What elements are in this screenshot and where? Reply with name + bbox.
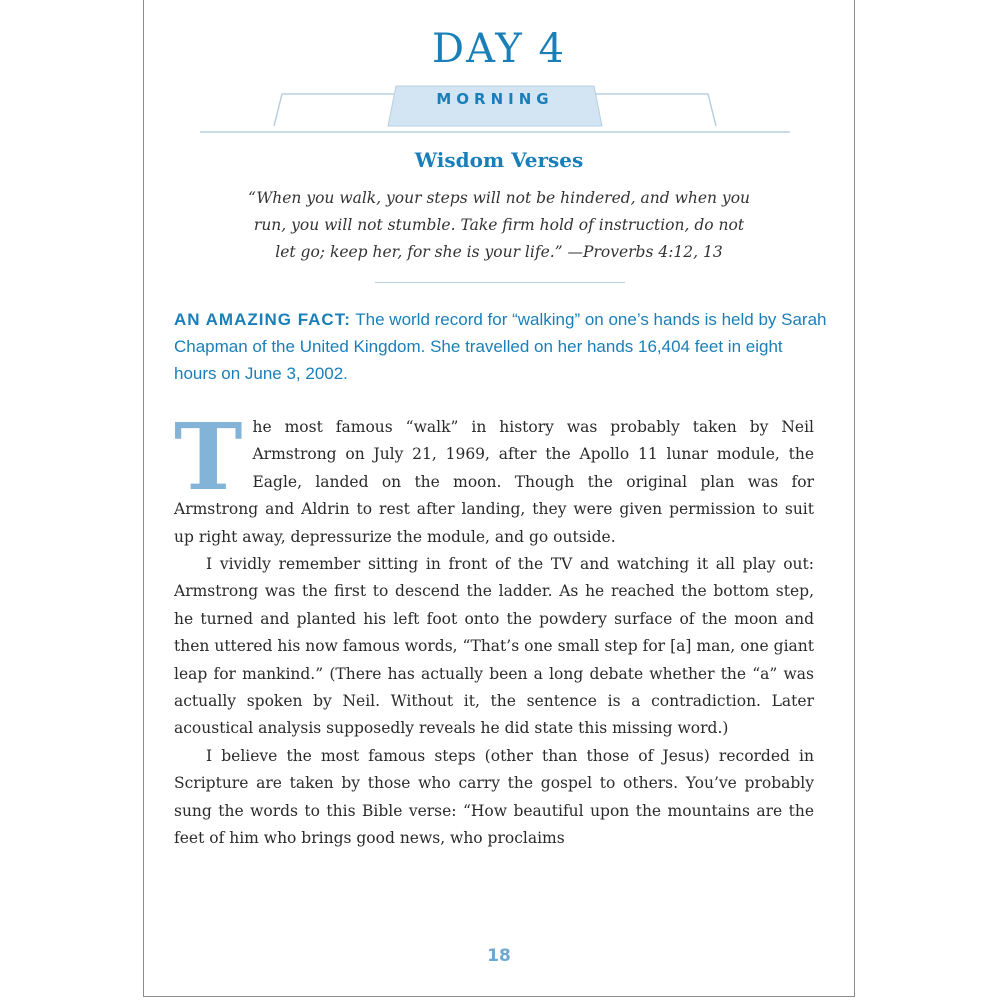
body-paragraph: I believe the most famous steps (other than those of Jesus) recorded in Scripture are taken by those who carry the gospel to others. You’ve probably sung the words to this Bible verse: “How beautiful upon the mountains are the feet of him who brings good news, who proclaims (174, 746, 814, 848)
book-page (143, 0, 855, 997)
verse-quote (234, 185, 764, 266)
amazing-fact (174, 306, 829, 387)
section-title: Wisdom Verses (414, 148, 584, 172)
body-paragraph (174, 403, 814, 551)
day-title: DAY 4 (432, 26, 566, 72)
drop-cap: T (174, 403, 243, 511)
morning-banner (200, 76, 790, 136)
paragraph-text: he most famous “walk” in history was probably taken by Neil Armstrong on July 21, 1969, after the Apollo 11 lunar module, the Eagle, landed on the moon. Though the original plan was for Armstrong and Aldrin to rest after landing, they were given permission to suit up right away, depressurize the module, and go outside. (174, 418, 814, 546)
fact-label: AN AMAZING FACT: (174, 310, 351, 329)
page-number: 18 (487, 946, 511, 966)
body-paragraph: I vividly remember sitting in front of the TV and watching it all play out: Armstrong was the first to descend the ladder. As he reached the bottom step, he turned and planted his left foot onto the powdery surface of the moon and then uttered his now famous words, “That’s one small step for [a] man, one giant leap for mankind.” (There has actually been a long debate whether the “a” was actually spoken by Neil. Without it, the sentence is a contradiction. Later acoustical analysis supposedly reveals he did state this missing word.) (174, 555, 814, 738)
banner-label: MORNING (436, 90, 554, 108)
verse-line: “When you walk, your steps will not be hindered, and when you (247, 189, 751, 207)
fact-text: The world record for “walking” on one’s hands is held by Sarah Chapman of the United Kingdom. She travelled on her hands 16,404 feet in eight hours on June 3, 2002. (174, 310, 827, 383)
verse-line: run, you will not stumble. Take firm hold of instruction, do not (253, 216, 745, 234)
verse-line: let go; keep her, for she is your life.” —Proverbs 4:12, 13 (275, 243, 723, 261)
body-text (174, 403, 814, 853)
divider (375, 282, 625, 283)
